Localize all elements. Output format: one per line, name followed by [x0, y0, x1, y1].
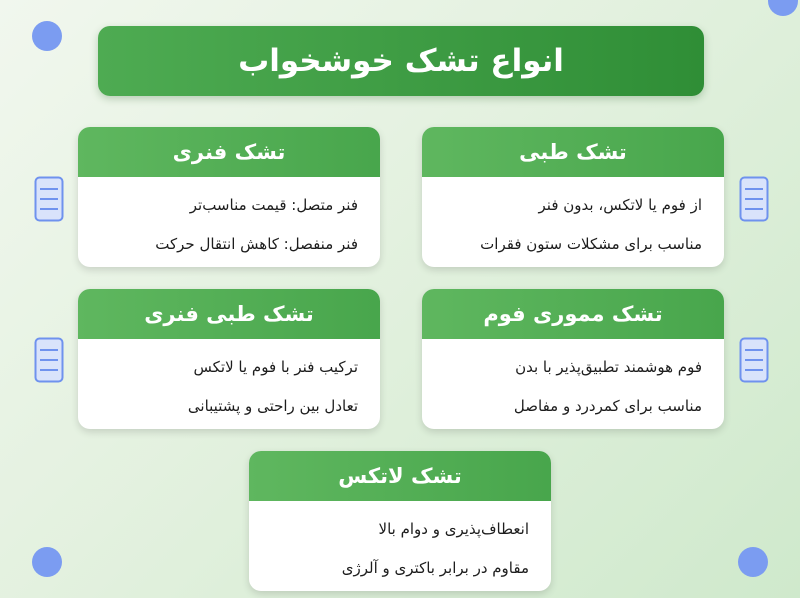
- card-line: فوم هوشمند تطبیق‌پذیر با بدن: [515, 358, 702, 376]
- card-spring-mattress: [78, 127, 380, 267]
- card-body: [422, 339, 724, 416]
- card-medical-mattress: [422, 127, 724, 267]
- card-header: [422, 127, 724, 177]
- document-icon: [34, 176, 64, 222]
- card-body: [249, 501, 551, 578]
- card-heading: تشک لاتکس: [338, 464, 462, 488]
- card-memory-foam-mattress: [422, 289, 724, 429]
- card-line: ترکیب فنر با فوم یا لاتکس: [193, 358, 358, 376]
- card-line: مقاوم در برابر باکتری و آلرژی: [341, 559, 529, 577]
- card-line: از فوم یا لاتکس، بدون فنر: [538, 196, 702, 214]
- title-banner: [98, 26, 704, 96]
- document-icon: [34, 337, 64, 383]
- card-heading: تشک طبی: [519, 140, 627, 164]
- page-title: انواع تشک خوشخواب: [238, 43, 564, 79]
- card-body: [422, 177, 724, 254]
- decorative-dot-top-left: [32, 21, 62, 51]
- document-icon: [739, 337, 769, 383]
- card-line: انعطاف‌پذیری و دوام بالا: [378, 520, 529, 538]
- card-header: [249, 451, 551, 501]
- decorative-dot-top-right: [768, 0, 798, 16]
- card-line: مناسب برای کمردرد و مفاصل: [513, 397, 702, 415]
- card-medical-spring-mattress: [78, 289, 380, 429]
- document-icon: [739, 176, 769, 222]
- decorative-dot-bottom-right: [738, 547, 768, 577]
- card-heading: تشک مموری فوم: [483, 302, 663, 326]
- card-header: [78, 289, 380, 339]
- card-heading: تشک طبی فنری: [144, 302, 314, 326]
- card-line: مناسب برای مشکلات ستون فقرات: [480, 235, 702, 253]
- card-line: فنر منفصل: کاهش انتقال حرکت: [155, 235, 358, 253]
- card-line: فنر متصل: قیمت مناسب‌تر: [189, 196, 358, 214]
- card-body: [78, 339, 380, 416]
- card-body: [78, 177, 380, 254]
- card-heading: تشک فنری: [172, 140, 286, 164]
- card-header: [422, 289, 724, 339]
- decorative-dot-bottom-left: [32, 547, 62, 577]
- card-line: تعادل بین راحتی و پشتیبانی: [187, 397, 358, 415]
- card-latex-mattress: [249, 451, 551, 591]
- card-header: [78, 127, 380, 177]
